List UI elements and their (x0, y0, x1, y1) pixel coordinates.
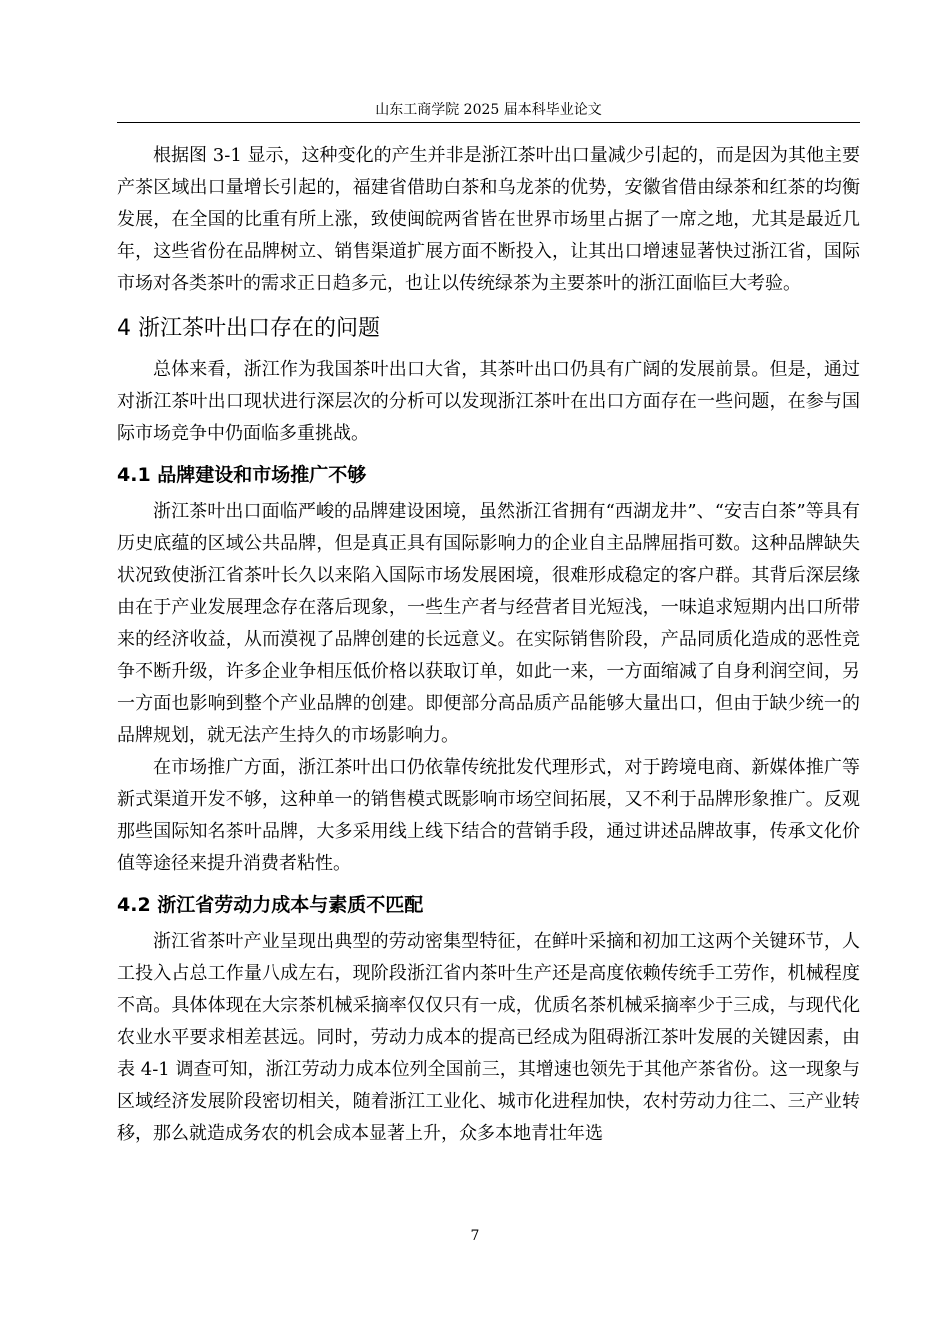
page-footer (0, 1226, 950, 1246)
paragraph-labor-cost: 浙江省茶叶产业呈现出典型的劳动密集型特征，在鲜叶采摘和初加工这两个关键环节，人工投入占总工作量八成左右，现阶段浙江省内茶叶生产还是高度依赖传统手工劳作，机械程度不高。具体体现在大宗茶机械采摘率仅仅只有一成，优质名茶机械采摘率少于三成，与现代化农业水平要求相差甚远。同时，劳动力成本的提高已经成为阻碍浙江茶叶发展的关键因素，由表 4-1 调查可知，浙江劳动力成本位列全国前三，其增速也领先于其他产茶省份。这一现象与区域经济发展阶段密切相关，随着浙江工业化、城市化进程加快，农村劳动力往二、三产业转移，那么就造成务农的机会成本显著上升，众多本地青壮年选 (117, 931, 860, 1144)
header-title: 山东工商学院 2025 届本科毕业论文 (375, 102, 602, 118)
page-body (117, 140, 860, 1150)
running-header (117, 98, 860, 123)
paragraph-market-promotion: 在市场推广方面，浙江茶叶出口仍依靠传统批发代理形式，对于跨境电商、新媒体推广等新式渠道开发不够，这种单一的销售模式既影响市场空间拓展，又不利于品牌形象推广。反观那些国际知名茶叶品牌，大多采用线上线下结合的营销手段，通过讲述品牌故事，传承文化价值等途径来提升消费者粘性。 (117, 757, 860, 874)
section-heading-4: 4 浙江茶叶出口存在的问题 (117, 316, 380, 341)
section-heading-4-1: 4.1 品牌建设和市场推广不够 (117, 464, 367, 486)
page-number: 7 (470, 1228, 480, 1244)
section-heading-4-2: 4.2 浙江省劳动力成本与素质不匹配 (117, 894, 424, 916)
paragraph-brand-building: 浙江茶叶出口面临严峻的品牌建设困境，虽然浙江省拥有“西湖龙井”、“安吉白茶”等具有历史底蕴的区域公共品牌，但是真正具有国际影响力的企业自主品牌屈指可数。这种品牌缺失状况致使浙江省茶叶长久以来陷入国际市场发展困境，很难形成稳定的客户群。其背后深层缘由在于产业发展理念存在落后现象，一些生产者与经营者目光短浅，一味追求短期内出口所带来的经济收益，从而漠视了品牌创建的长远意义。在实际销售阶段，产品同质化造成的恶性竞争不断升级，许多企业争相压低价格以获取订单，如此一来，一方面缩减了自身利润空间，另一方面也影响到整个产业品牌的创建。即便部分高品质产品能够大量出口，但由于缺少统一的品牌规划，就无法产生持久的市场影响力。 (117, 501, 860, 746)
paragraph-figure-analysis: 根据图 3-1 显示，这种变化的产生并非是浙江茶叶出口量减少引起的，而是因为其他主要产茶区域出口量增长引起的，福建省借助白茶和乌龙茶的优势，安徽省借由绿茶和红茶的均衡发展，在全国的比重有所上涨，致使闽皖两省皆在世界市场里占据了一席之地，尤其是最近几年，这些省份在品牌树立、销售渠道扩展方面不断投入，让其出口增速显著快过浙江省，国际市场对各类茶叶的需求正日趋多元，也让以传统绿茶为主要茶叶的浙江面临巨大考验。 (117, 145, 860, 294)
paragraph-overview: 总体来看，浙江作为我国茶叶出口大省，其茶叶出口仍具有广阔的发展前景。但是，通过对浙江茶叶出口现状进行深层次的分析可以发现浙江茶叶在出口方面存在一些问题，在参与国际市场竞争中仍面临多重挑战。 (117, 359, 860, 444)
